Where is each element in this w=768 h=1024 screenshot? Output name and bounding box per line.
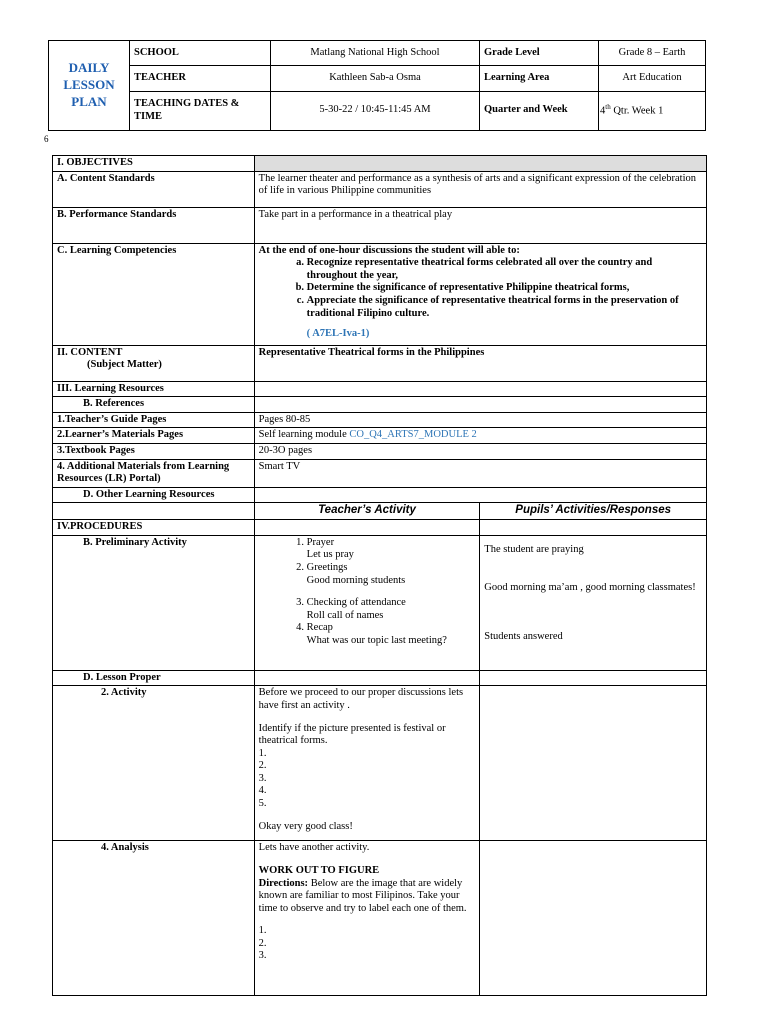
learning-area-label: Learning Area: [480, 66, 599, 91]
learning-competencies-value: At the end of one-hour discussions the student will able to: a. Recognize representative theatrical forms celebrated all over the country and throughout the year, b. Determine the significance of representative Philippine theatrical forms, c. Appreciate the significance of representative theatrical forms in the preservation of traditional Filipino culture. ( A7EL-Iva-1): [254, 243, 706, 345]
quarter-week-label: Quarter and Week: [480, 91, 599, 130]
additional-materials-value: Smart TV: [254, 459, 706, 487]
teaching-dates-value: 5-30-22 / 10:45-11:45 AM: [271, 91, 480, 130]
page-marker: 6: [44, 134, 49, 144]
pupil-activity-header: Pupils’ Activities/Responses: [480, 503, 707, 520]
teacher-value: Kathleen Sab-a Osma: [271, 66, 480, 91]
procedures-label: IV.PROCEDURES: [53, 520, 255, 536]
header-table: [48, 40, 706, 131]
grade-level-value: Grade 8 – Earth: [599, 41, 706, 66]
content-label: II. CONTENT (Subject Matter): [53, 345, 255, 381]
school-value: Matlang National High School: [271, 41, 480, 66]
lesson-proper-label: D. Lesson Proper: [53, 670, 255, 686]
preliminary-list: [259, 537, 476, 648]
analysis-label: 4. Analysis: [53, 841, 255, 996]
content-standards-label: A. Content Standards: [53, 171, 255, 207]
objectives-header-cell: [254, 156, 706, 172]
activity-teacher-cell: Before we proceed to our proper discussions lets have first an activity . Identify if the picture presented is festival or theatrical forms. 1. 2. 3. 4. 5. Okay very good class!: [254, 686, 480, 841]
daily-lesson-plan-title: DAILY LESSON PLAN: [49, 41, 130, 131]
learning-area-value: Art Education: [599, 66, 706, 91]
teacher-label: TEACHER: [130, 66, 271, 91]
activity-label: 2. Activity: [53, 686, 255, 841]
competency-item: a. Recognize representative theatrical forms celebrated all over the country and throughout the year,: [307, 257, 702, 282]
teachers-guide-value: Pages 80-85: [254, 412, 706, 428]
objectives-title: I. OBJECTIVES: [53, 156, 255, 172]
textbook-value: 20-3O pages: [254, 443, 706, 459]
preliminary-activity-label: B. Preliminary Activity: [53, 535, 255, 670]
references-label: B. References: [53, 397, 255, 413]
analysis-teacher-cell: Lets have another activity. WORK OUT TO FIGURE Directions: Below are the image that are widely known are familiar to most Filipinos. Take your time to observe and try to label each one of them. 1. 2. 3.: [254, 841, 480, 996]
competencies-list: [259, 257, 702, 320]
preliminary-item: 2. Greetings Good morning students: [307, 562, 476, 597]
teacher-activity-header: Teacher’s Activity: [254, 503, 480, 520]
competency-item: b. Determine the significance of representative Philippine theatrical forms,: [307, 282, 702, 295]
performance-standards-label: B. Performance Standards: [53, 207, 255, 243]
learners-materials-label: 2.Learner’s Materials Pages: [53, 428, 255, 444]
content-value: Representative Theatrical forms in the Philippines: [254, 345, 706, 381]
grade-level-label: Grade Level: [480, 41, 599, 66]
school-label: SCHOOL: [130, 41, 271, 66]
additional-materials-label: 4. Additional Materials from Learning Resources (LR) Portal): [53, 459, 255, 487]
preliminary-pupil-cell: The student are praying Good morning ma’am , good morning classmates! Students answered: [480, 535, 707, 670]
module-link[interactable]: CO_Q4_ARTS7_MODULE 2: [349, 429, 477, 441]
other-resources-label: D. Other Learning Resources: [53, 487, 255, 503]
competency-code: ( A7EL-Iva-1): [306, 328, 370, 340]
learning-competencies-label: C. Learning Competencies: [53, 243, 255, 345]
performance-standards-value: Take part in a performance in a theatrical play: [254, 207, 706, 243]
preliminary-item: 1. Prayer Let us pray: [307, 537, 476, 562]
teachers-guide-label: 1.Teacher’s Guide Pages: [53, 412, 255, 428]
preliminary-item: 3. Checking of attendance Roll call of names: [307, 597, 476, 622]
textbook-label: 3.Textbook Pages: [53, 443, 255, 459]
analysis-title: WORK OUT TO FIGURE: [258, 864, 380, 876]
preliminary-item: 4. Recap What was our topic last meeting?: [307, 622, 476, 647]
preliminary-teacher-cell: [254, 535, 480, 670]
teaching-dates-label: TEACHING DATES & TIME: [130, 91, 271, 130]
learning-resources-label: III. Learning Resources: [53, 381, 255, 397]
quarter-week-value: 4th Qtr. Week 1: [599, 91, 706, 130]
lesson-plan-table: [52, 155, 707, 996]
learners-materials-value: Self learning module CO_Q4_ARTS7_MODULE 2: [254, 428, 706, 444]
content-standards-value: The learner theater and performance as a synthesis of arts and a significant expression of the celebration of life in various Philippine communities: [254, 171, 706, 207]
competency-item: c. Appreciate the significance of representative theatrical forms in the preservation of traditional Filipino culture.: [307, 295, 702, 320]
